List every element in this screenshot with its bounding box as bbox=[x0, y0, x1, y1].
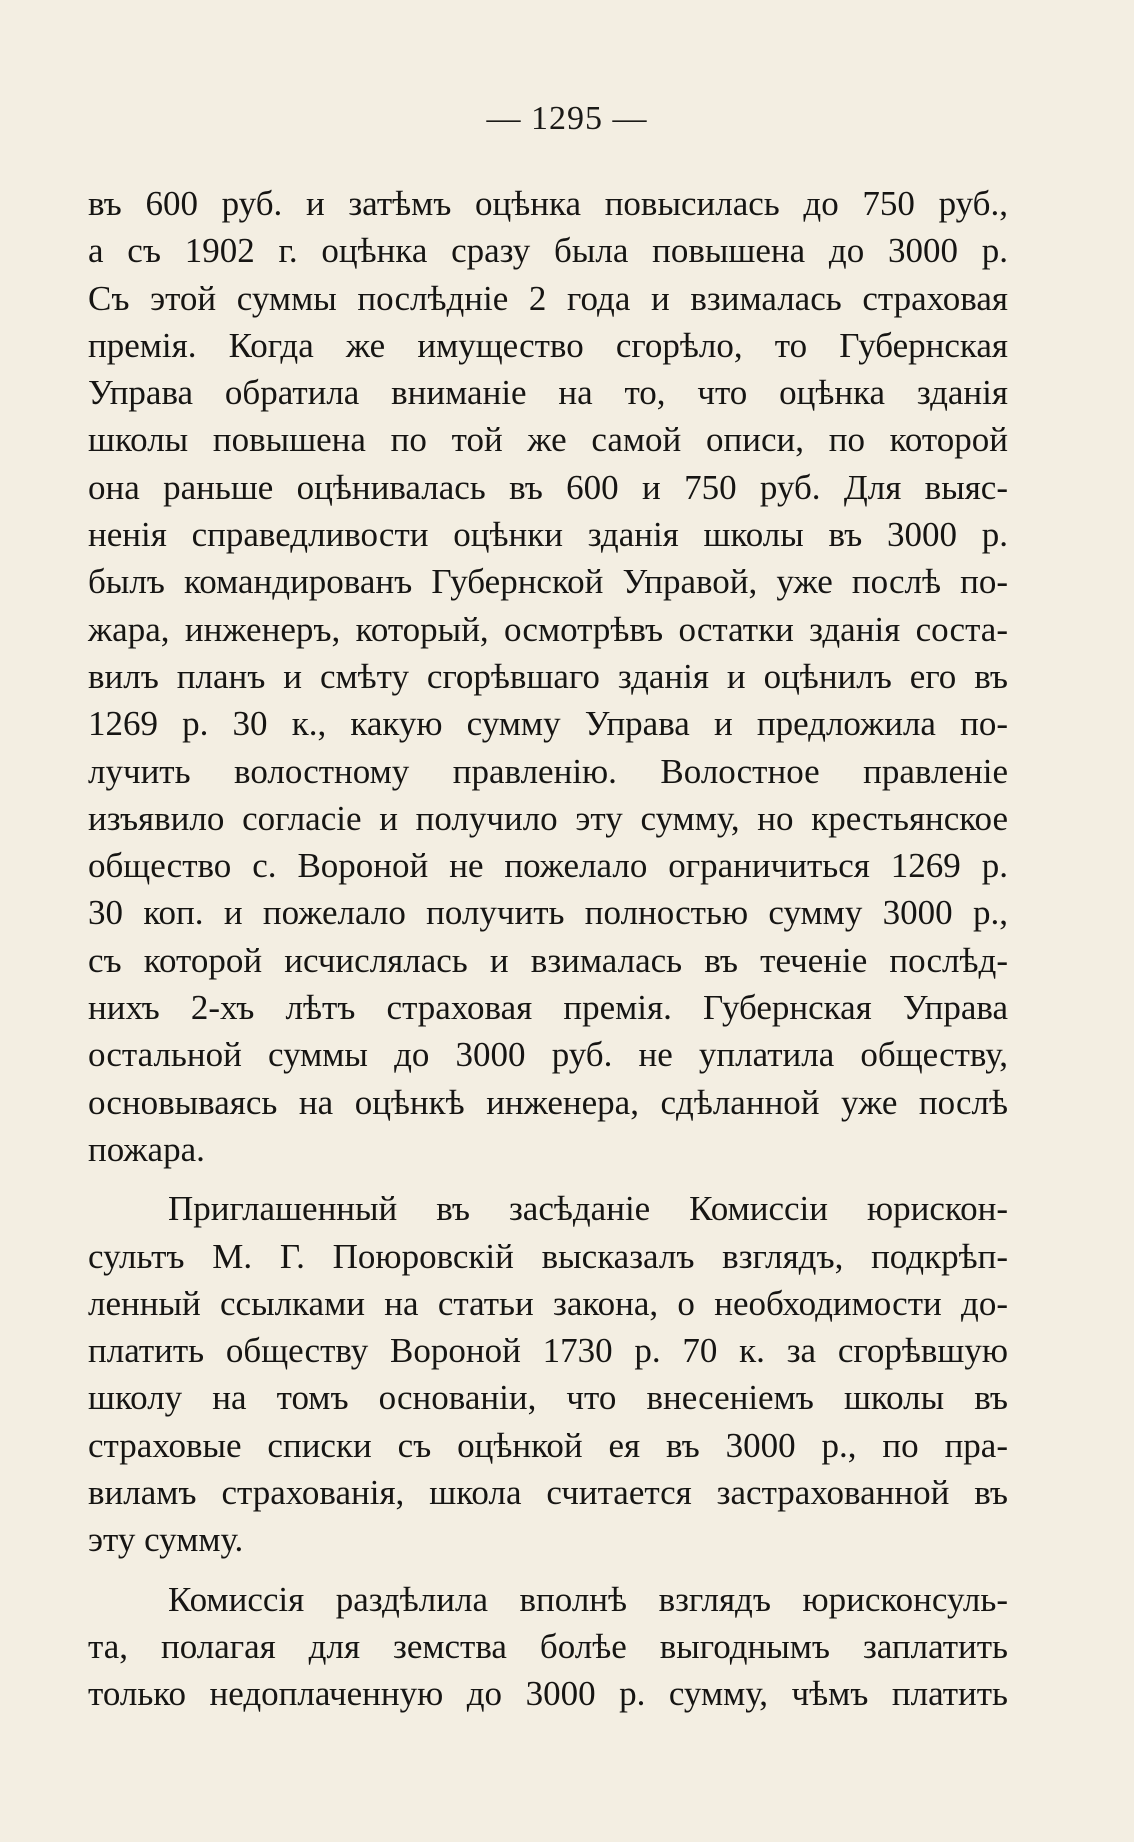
body-text bbox=[88, 180, 1008, 1718]
text-line: общество с. Вороной не пожелало ограничиться 1269 р. bbox=[88, 846, 1008, 886]
paragraph-gap bbox=[88, 1173, 1008, 1185]
text-line: жара, инженеръ, который, осмотрѣвъ остатки зданія соста- bbox=[88, 609, 1008, 649]
text-line: ленный ссылками на статьи закона, о необходимости до- bbox=[88, 1283, 1008, 1323]
text-line: школу на томъ основаніи, что внесеніемъ школы въ bbox=[88, 1378, 1008, 1418]
text-line: премія. Когда же имущество сгорѣло, то Губернская bbox=[88, 325, 1008, 365]
text-line: 1269 р. 30 к., какую сумму Управа и предложила по- bbox=[88, 704, 1008, 744]
paragraph-gap bbox=[88, 1564, 1008, 1576]
text-line: Съ этой суммы послѣдніе 2 года и взималась страховая bbox=[88, 278, 1008, 318]
text-line: ненія справедливости оцѣнки зданія школы въ 3000 р. bbox=[88, 515, 1008, 555]
text-line: она раньше оцѣнивалась въ 600 и 750 руб. Для выяс- bbox=[88, 467, 1008, 507]
text-line: пожара. bbox=[88, 1129, 205, 1169]
paragraph-3 bbox=[88, 1576, 1008, 1718]
text-line: нихъ 2-хъ лѣтъ страховая премія. Губернская Управа bbox=[88, 988, 1008, 1028]
text-line: въ 600 руб. и затѣмъ оцѣнка повысилась до 750 руб., bbox=[88, 184, 1008, 223]
text-line: та, полагая для земства болѣе выгоднымъ заплатить bbox=[88, 1626, 1008, 1666]
text-line: Комиссія раздѣлила вполнѣ взглядъ юрисконсуль- bbox=[168, 1579, 1008, 1619]
text-line: 30 коп. и пожелало получить полностью сумму 3000 р., bbox=[88, 893, 1008, 933]
text-line: школы повышена по той же самой описи, по которой bbox=[88, 420, 1008, 460]
text-line: изъявило согласіе и получило эту сумму, но крестьянское bbox=[88, 798, 1008, 838]
text-line: съ которой исчислялась и взималась въ теченіе послѣд- bbox=[88, 940, 1008, 980]
text-line: былъ командированъ Губернской Управой, уже послѣ по- bbox=[88, 562, 1008, 602]
text-line: Управа обратила вниманіе на то, что оцѣнка зданія bbox=[88, 373, 1008, 413]
text-line: Приглашенный въ засѣданіе Комиссіи юрискон- bbox=[168, 1189, 1008, 1229]
text-line: эту сумму. bbox=[88, 1520, 244, 1560]
text-line: виламъ страхованія, школа считается застрахованной въ bbox=[88, 1473, 1008, 1513]
page-number: — 1295 — bbox=[486, 100, 648, 137]
text-line: страховые списки съ оцѣнкой ея въ 3000 р., по пра- bbox=[88, 1425, 1008, 1465]
text-line: платить обществу Вороной 1730 р. 70 к. за сгорѣвшую bbox=[88, 1331, 1008, 1371]
paragraph-1 bbox=[88, 180, 1008, 1173]
text-line: а съ 1902 г. оцѣнка сразу была повышена до 3000 р. bbox=[88, 231, 1008, 271]
text-line: вилъ планъ и смѣту сгорѣвшаго зданія и оцѣнилъ его въ bbox=[88, 656, 1008, 696]
text-line: сультъ М. Г. Поюровскій высказалъ взглядъ, подкрѣп- bbox=[88, 1236, 1008, 1276]
text-line: остальной суммы до 3000 руб. не уплатила обществу, bbox=[88, 1035, 1008, 1075]
paragraph-2 bbox=[88, 1185, 1008, 1563]
text-line: лучить волостному правленію. Волостное правленіе bbox=[88, 751, 1008, 791]
text-line: только недоплаченную до 3000 р. сумму, чѣмъ платить bbox=[88, 1674, 1008, 1714]
text-line: основываясь на оцѣнкѣ инженера, сдѣланной уже послѣ bbox=[88, 1082, 1008, 1122]
